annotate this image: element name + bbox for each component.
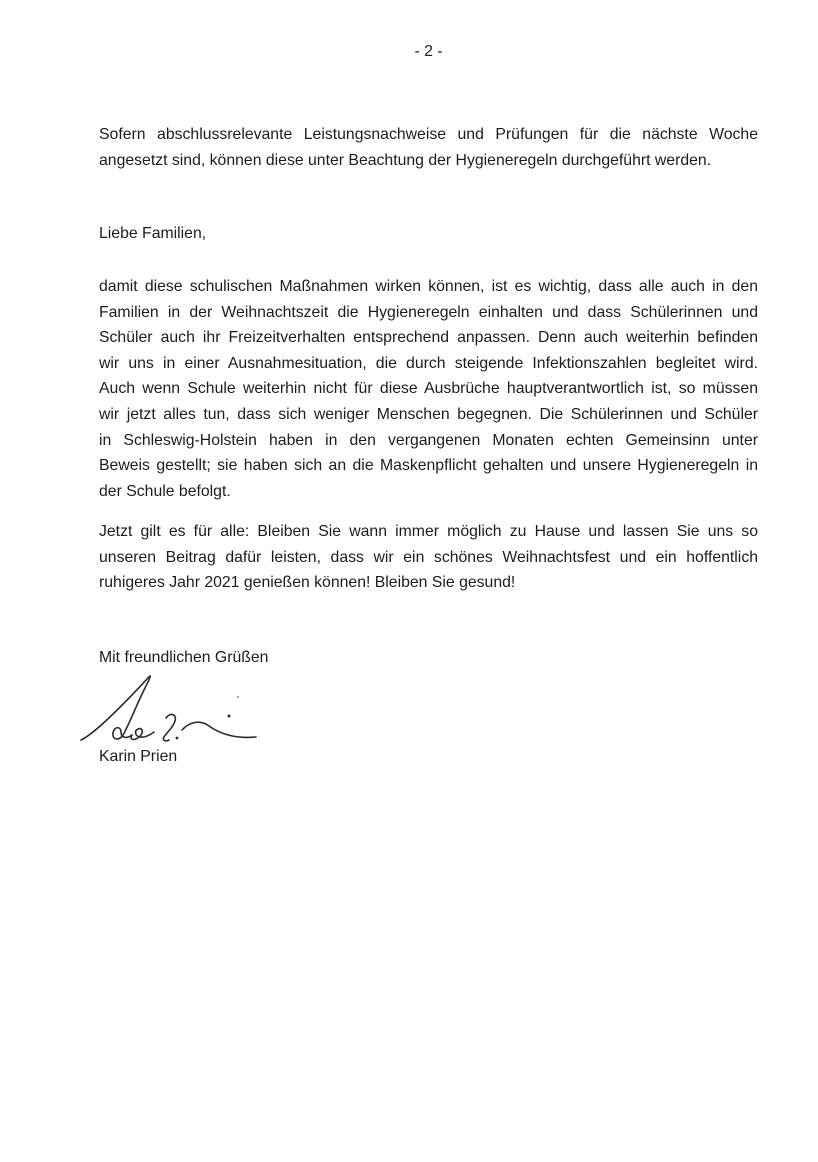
body-line: Auch wenn Schule weiterhin nicht für diese Ausbrüche hauptverantwortlich ist, so müssen — [99, 380, 758, 398]
body-line: Schüler auch ihr Freizeitverhalten entsprechend anpassen. Denn auch weiterhin befinden — [99, 329, 758, 347]
signature-icon — [78, 671, 264, 749]
body-line: damit diese schulischen Maßnahmen wirken können, ist es wichtig, dass alle auch in den — [99, 278, 758, 295]
appeal-paragraph — [99, 519, 758, 596]
body-line: der Schule befolgt. — [99, 482, 231, 500]
page-number: - 2 - — [414, 43, 443, 60]
intro-paragraph — [99, 122, 758, 173]
appeal-line: unseren Beitrag dafür leisten, dass wir ein schönes Weihnachtsfest und ein hoffentlich — [99, 548, 758, 566]
appeal-line: Jetzt gilt es für alle: Bleiben Sie wann immer möglich zu Hause und lassen Sie uns so — [99, 523, 758, 540]
body-line: Familien in der Weihnachtszeit die Hygieneregeln einhalten und dass Schülerinnen und — [99, 303, 758, 321]
intro-line: angesetzt sind, können diese unter Beachtung der Hygieneregeln durchgeführt werden. — [99, 151, 712, 169]
salutation: Liebe Familien, — [99, 225, 207, 242]
signature-name: Karin Prien — [99, 748, 178, 765]
closing-salutation: Mit freundlichen Grüßen — [99, 649, 269, 666]
body-line: wir uns in einer Ausnahmesituation, die durch steigende Infektionszahlen begleitet wird. — [99, 354, 758, 372]
handwritten-signature — [78, 671, 264, 749]
body-line: wir jetzt alles tun, dass sich weniger Menschen begegnen. Die Schülerinnen und Schüler — [99, 405, 758, 423]
body-line: Beweis gestellt; sie haben sich an die Maskenpflicht gehalten und unsere Hygieneregeln in — [99, 457, 758, 475]
body-paragraph — [99, 274, 758, 504]
body-line: in Schleswig-Holstein haben in den vergangenen Monaten echten Gemeinsinn unter — [99, 431, 758, 449]
appeal-line: ruhigeres Jahr 2021 genießen können! Bleiben Sie gesund! — [99, 574, 516, 592]
intro-line: Sofern abschlussrelevante Leistungsnachweise und Prüfungen für die nächste Woche — [99, 126, 758, 143]
